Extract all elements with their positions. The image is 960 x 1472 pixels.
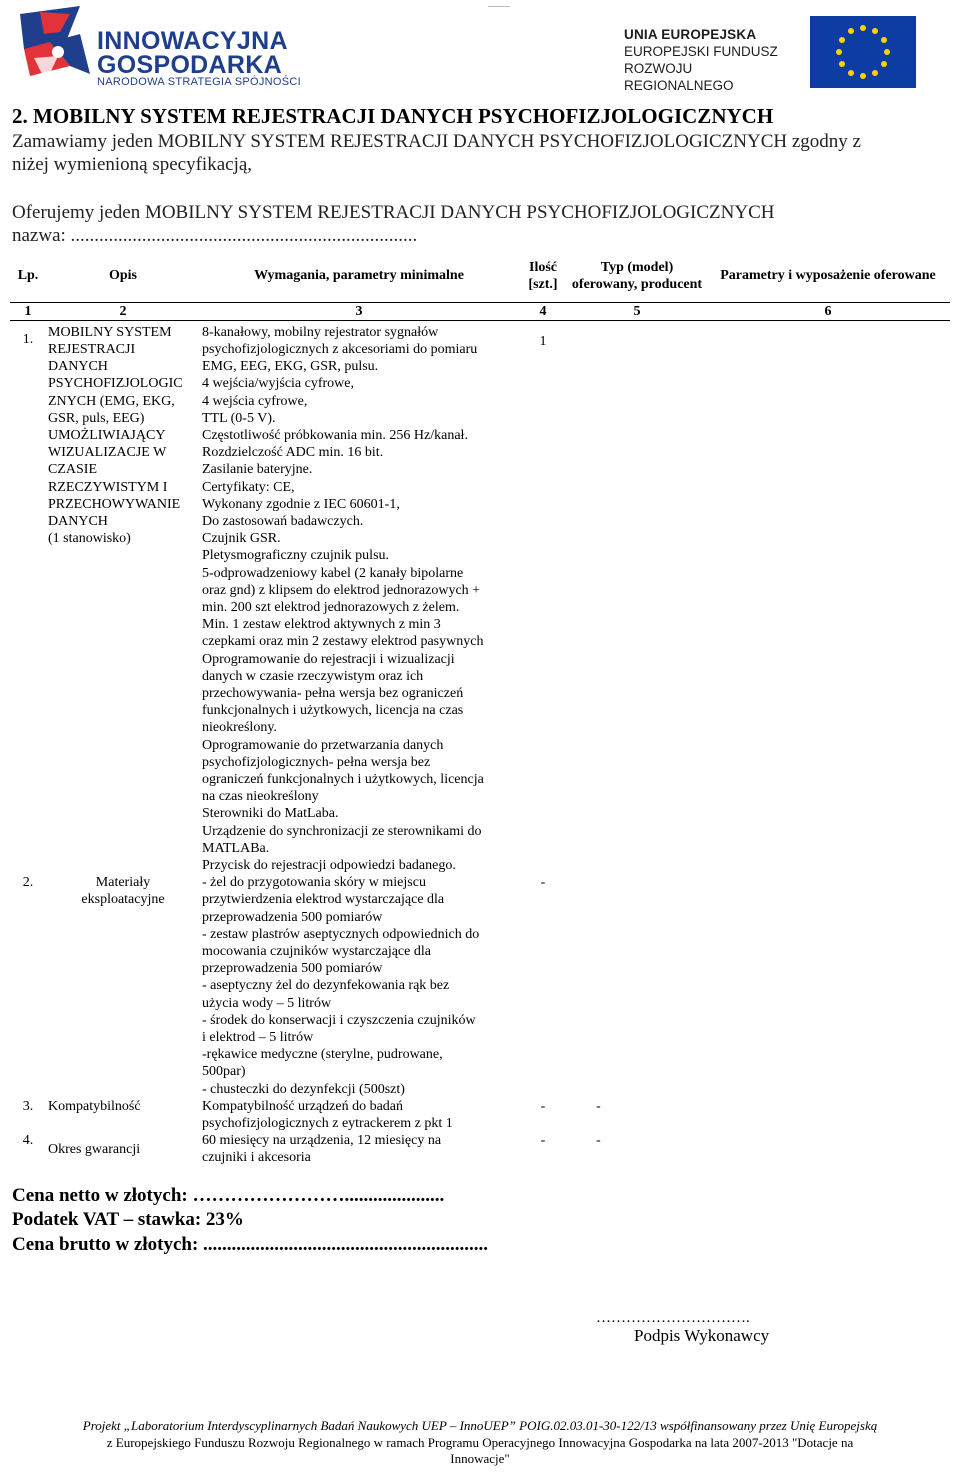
header-wymagania: Wymagania, parametry minimalne [254,268,464,284]
eu-flag-icon [810,16,916,88]
offer-line2: nazwa: ......................................................................... [12,225,418,246]
wym-line: Urządzenie do synchronizacji ze sterownikami do [202,823,482,839]
wym-line: danych w czasie rzeczywistym oraz ich [202,668,424,684]
table-header-row [10,250,950,302]
wym-line: - zestaw plastrów aseptycznych odpowiednich do [202,926,480,942]
wym-line: 4 wejścia/wyjścia cyfrowe, [202,376,354,392]
wym-line: MATLABa. [202,840,270,856]
wym-line: TTL (0-5 V). [202,410,276,426]
price-vat: Podatek VAT – stawka: 23% [12,1209,244,1230]
opis-line: eksploatacyjne [81,892,165,908]
table-row [10,1132,950,1166]
row-parametry [706,874,950,1098]
wym-line: ograniczeń funkcjonalnych i użytkowych, licencja [202,771,484,787]
wym-line: min. 200 szt elektrod jednorazowych z żelem. [202,599,460,615]
wym-line: oraz gnd) z klipsem do elektrod jednorazowych + [202,582,481,598]
row-ilosc: 1 [539,333,547,349]
signature-line: …………………………. [596,1310,750,1326]
wym-line: Wykonany zgodnie z IEC 60601-1, [202,496,400,512]
col-number: 6 [706,302,950,320]
header-parametry: Parametry i wyposażenie oferowane [720,268,936,284]
wym-line: psychofizjologicznych- pełna wersja bez [202,754,431,770]
wym-line: mocowania czujników wystarczające dla [202,944,431,960]
row-opis [46,874,200,1098]
col-number: 4 [518,302,568,320]
opis-line: Okres gwarancji [48,1141,141,1157]
wym-line: przeprowadzenia 500 pomiarów [202,961,383,977]
specification-table [10,250,950,1167]
wym-line: Pletysmograficzny czujnik pulsu. [202,548,390,564]
footer-line2: z Europejskiego Funduszu Rozwoju Regionalnego w ramach Programu Operacyjnego Innowacyjna Gospodarka na lata 2007-2013 "Dotacje na [106,1434,854,1450]
row-wymagania [200,320,518,874]
opis-line: GSR, puls, EEG) [48,410,145,426]
wym-line: EMG, EEG, EKG, GSR, pulsu. [202,359,379,375]
col-number: 1 [10,302,46,320]
col-number: 3 [200,302,518,320]
footer-line3: Innowacje" [450,1451,510,1466]
page-top-mark [488,6,510,7]
row-parametry [706,1132,950,1166]
opis-line: DANYCH [48,513,108,529]
wym-line: - chusteczki do dezynfekcji (500szt) [202,1081,405,1097]
col-number: 2 [46,302,200,320]
wym-line: nieokreślony. [202,720,277,736]
header-lp: Lp. [17,268,39,284]
row-wymagania [200,1098,518,1132]
wym-line: - środek do konserwacji i czyszczenia czujników [202,1012,476,1028]
row-wymagania [200,874,518,1098]
price-netto: Cena netto w złotych: ……………………..................... [12,1185,445,1206]
opis-line: REJESTRACJI [48,341,136,357]
wym-line: przeprowadzenia 500 pomiarów [202,909,383,925]
wym-line: 5-odprowadzeniowy kabel (2 kanały bipolarne [202,565,464,581]
table-number-row [10,302,950,320]
wym-line: przytwierdzenia elektrod wystarczające dla [202,892,445,908]
eu-line3: ROZWOJU REGIONALNEGO [624,61,734,93]
wym-line: psychofizjologicznych z eytrackerem z pkt 1 [202,1116,453,1132]
row-lp: 2. [22,875,34,891]
intro-line2: niżej wymienioną specyfikacją, [12,154,253,175]
wym-line: -rękawice medyczne (sterylne, pudrowane, [202,1047,443,1063]
page-footer [0,1418,960,1468]
eu-line2: EUROPEJSKI FUNDUSZ [624,44,778,59]
wym-line: czujniki i akcesoria [202,1150,311,1166]
price-brutto: Cena brutto w złotych: ............................................................ [12,1234,489,1255]
wym-line: przechowywania- pełna wersja bez ograniczeń [202,685,464,701]
row-ilosc: - [540,1098,546,1114]
wym-line: Certyfikaty: CE, [202,479,295,495]
row-opis [46,320,200,874]
wym-line: funkcjonalnych i użytkowych, licencja na czas [202,703,464,719]
eu-text-block [624,26,804,94]
ig-subtitle: NARODOWA STRATEGIA SPÓJNOŚCI [97,76,301,88]
opis-line: Kompatybilność [48,1098,141,1114]
opis-line: WIZUALIZACJE W [48,445,167,461]
opis-line: MOBILNY SYSTEM [48,324,172,340]
opis-line: UMOŻLIWIAJĄCY [48,427,166,443]
wym-line: Do zastosowań badawczych. [202,513,364,529]
opis-line: RZECZYWISTYM I [48,479,168,495]
row-parametry [706,320,950,874]
wym-line: Przycisk do rejestracji odpowiedzi badanego. [202,858,456,873]
row-typ [568,320,706,874]
ig-title-line2: GOSPODARKA [97,51,282,79]
wym-line: - żel do przygotowania skóry w miejscu [202,875,426,891]
section-heading: 2. MOBILNY SYSTEM REJESTRACJI DANYCH PSYCHOFIZJOLOGICZNYCH [12,104,774,128]
intro-line1: Zamawiamy jeden MOBILNY SYSTEM REJESTRACJI DANYCH PSYCHOFIZJOLOGICZNYCH zgodny z [12,131,861,152]
header-typ: Typ (model) oferowany, producent [571,259,703,292]
eu-line1: UNIA EUROPEJSKA [624,27,757,42]
row-opis [46,1098,200,1132]
wym-line: Zasilanie bateryjne. [202,462,313,478]
row-parametry [706,1098,950,1132]
opis-line: DANYCH [48,359,108,375]
wym-line: Czujnik GSR. [202,531,281,547]
wym-line: 4 wejścia cyfrowe, [202,393,308,409]
wym-line: i elektrod – 5 litrów [202,1030,314,1046]
opis-line: ZNYCH (EMG, EKG, [48,393,175,409]
wym-line: Częstotliwość próbkowania min. 256 Hz/kanał. [202,427,468,443]
row-typ: - [596,1098,601,1114]
row-ilosc: - [540,1133,546,1149]
table-row [10,320,950,874]
table-row [10,1098,950,1132]
row-wymagania [200,1132,518,1166]
row-lp: 1. [22,331,34,347]
opis-line: Materiały [95,875,151,891]
wym-line: na czas nieokreślony [202,789,319,805]
header-ilosc: Ilość [szt.] [528,259,558,292]
footer-line1: Projekt „Laboratorium Interdyscyplinarnych Badań Naukowych UEP – InnoUEP” POIG.02.03.01-30-122/13 współfinansowany przez Unię Europejską [82,1418,878,1433]
row-lp: 4. [22,1133,34,1149]
wym-line: czepkami oraz min 2 zestawy elektrod pasywnych [202,634,484,650]
wym-line: Min. 1 zestaw elektrod aktywnych z min 3 [202,617,441,633]
row-opis [46,1132,200,1166]
signature-label: Podpis Wykonawcy [634,1326,770,1345]
wym-line: Oprogramowanie do rejestracji i wizualizacji [202,651,455,667]
opis-line: CZASIE [48,462,97,478]
wym-line: Kompatybilność urządzeń do badań [202,1098,403,1114]
ig-title-line1: INNOWACYJNA [97,27,288,55]
wym-line: Oprogramowanie do przetwarzania danych [202,737,444,753]
row-lp: 3. [22,1098,34,1114]
row-typ: - [596,1133,601,1149]
row-ilosc: - [540,875,546,891]
col-number: 5 [568,302,706,320]
table-row [10,874,950,1098]
opis-line: PRZECHOWYWANIE [48,496,181,512]
wym-line: Rozdzielczość ADC min. 16 bit. [202,445,384,461]
wym-line: - aseptyczny żel do dezynfekowania rąk bez [202,978,450,994]
wym-line: psychofizjologicznych z akcesoriami do pomiaru [202,341,478,357]
row-typ [568,874,706,1098]
wym-line: użycia wody – 5 litrów [202,995,332,1011]
opis-line: (1 stanowisko) [48,531,131,547]
header-opis: Opis [108,268,137,284]
wym-line: 500par) [202,1064,246,1080]
wym-line: Sterowniki do MatLaba. [202,806,339,822]
offer-line1: Oferujemy jeden MOBILNY SYSTEM REJESTRACJI DANYCH PSYCHOFIZJOLOGICZNYCH [12,202,775,223]
wym-line: 8-kanałowy, mobilny rejestrator sygnałów [202,324,439,340]
wym-line: 60 miesięcy na urządzenia, 12 miesięcy na [202,1133,442,1149]
opis-line: PSYCHOFIZJOLOGIC [48,376,183,392]
